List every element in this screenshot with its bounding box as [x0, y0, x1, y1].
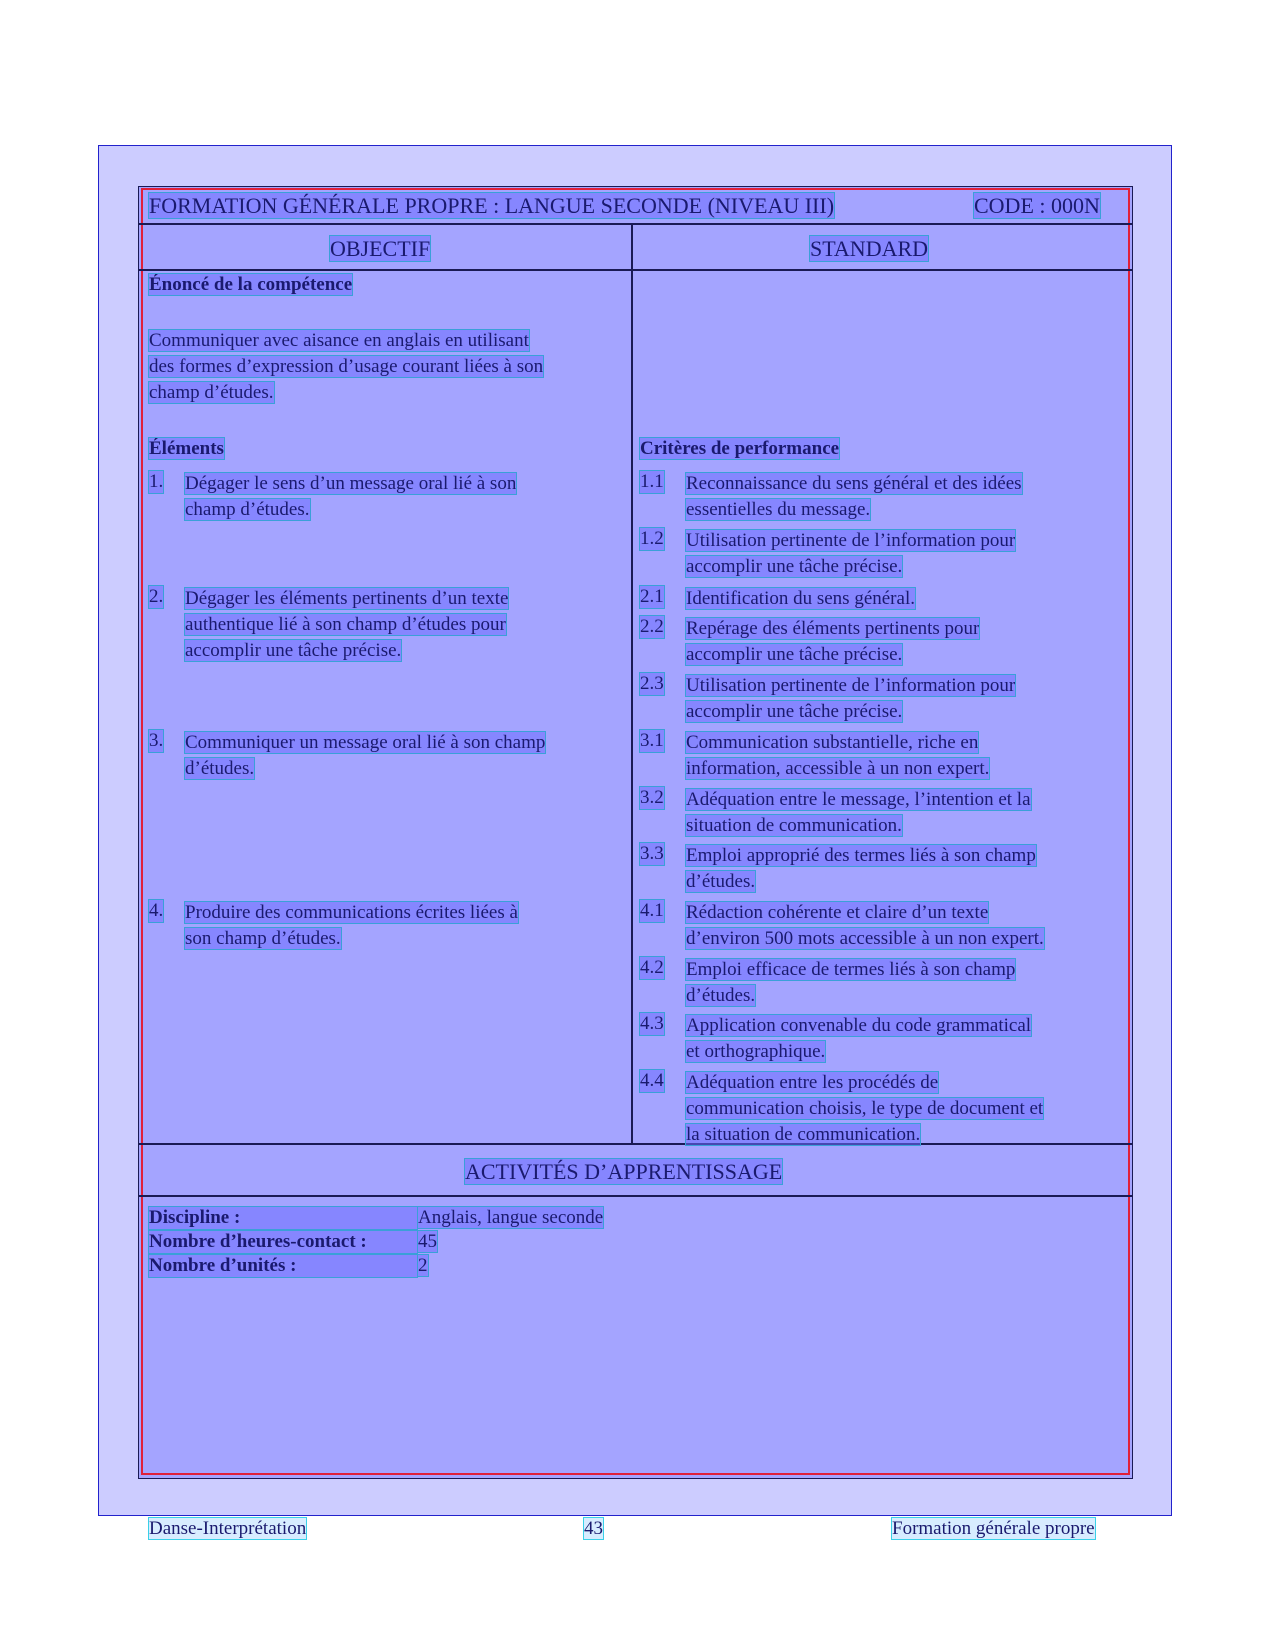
- criterion-number: 1.1: [640, 471, 664, 492]
- form-title-text: FORMATION GÉNÉRALE PROPRE : LANGUE SECONDE (NIVEAU III): [149, 193, 835, 218]
- criterion-text: Identification du sens général.: [686, 588, 915, 609]
- activities-heading-text: ACTIVITÉS D’APPRENTISSAGE: [465, 1159, 783, 1184]
- footer-left: [149, 1518, 306, 1540]
- competence-line: des formes d’expression d’usage courant liées à son: [149, 356, 544, 377]
- criterion-text: Communication substantielle, riche en: [686, 732, 979, 753]
- criterion-text: Utilisation pertinente de l’information pour: [686, 675, 1016, 696]
- form-title: [149, 193, 834, 219]
- discipline-value-text: Anglais, langue seconde: [418, 1207, 604, 1228]
- page-number: 43: [584, 1518, 603, 1539]
- criterion-number: 4.3: [640, 1013, 664, 1034]
- units-label: [149, 1255, 417, 1277]
- hours-label: [149, 1231, 417, 1253]
- criterion-text: accomplir une tâche précise.: [686, 701, 903, 722]
- element-text: Communiquer un message oral lié à son champ: [185, 732, 546, 753]
- criterion-number: 2.1: [640, 586, 664, 607]
- footer-page-number: [584, 1518, 603, 1540]
- criterion-number: 3.1: [640, 730, 664, 751]
- elements-heading: [149, 438, 224, 460]
- discipline-label-text: Discipline :: [149, 1207, 417, 1229]
- objectif-label: OBJECTIF: [330, 236, 431, 261]
- criterion-text: Adéquation entre les procédés de: [686, 1072, 939, 1093]
- element-text: Dégager le sens d’un message oral lié à son: [185, 473, 517, 494]
- criterion-text: Rédaction cohérente et claire d’un texte: [686, 902, 989, 923]
- criterion-number: 2.2: [640, 616, 664, 637]
- competence-heading-text: Énoncé de la compétence: [149, 274, 353, 295]
- criteria-heading-text: Critères de performance: [640, 438, 840, 459]
- hours-label-text: Nombre d’heures-contact :: [149, 1231, 417, 1253]
- criterion-number: 3.3: [640, 843, 664, 864]
- criterion-text: information, accessible à un non expert.: [686, 758, 990, 779]
- column-head-objectif: [330, 236, 430, 262]
- element-text: accomplir une tâche précise.: [185, 640, 402, 661]
- element-number: 2.: [149, 586, 164, 607]
- criterion-text: Emploi approprié des termes liés à son champ: [686, 845, 1036, 866]
- elements-heading-text: Éléments: [149, 438, 224, 459]
- footer-program: Danse-Interprétation: [149, 1518, 307, 1539]
- element-text: Produire des communications écrites liées à: [185, 902, 518, 923]
- units-label-text: Nombre d’unités :: [149, 1255, 417, 1277]
- activities-heading: [465, 1159, 782, 1185]
- element-text: son champ d’études.: [185, 928, 341, 949]
- criterion-text: et orthographique.: [686, 1041, 826, 1062]
- element-number: 4.: [149, 900, 164, 921]
- competence-line: champ d’études.: [149, 382, 274, 403]
- units-value: [418, 1253, 428, 1279]
- criterion-text: accomplir une tâche précise.: [686, 556, 903, 577]
- criterion-number: 4.1: [640, 900, 664, 921]
- element-text: d’études.: [185, 758, 255, 779]
- discipline-value: [418, 1205, 603, 1231]
- criterion-text: Application convenable du code grammatical: [686, 1015, 1032, 1036]
- element-number: 3.: [149, 730, 164, 751]
- form-code: [974, 193, 1100, 219]
- footer-section: Formation générale propre: [892, 1518, 1095, 1539]
- footer-right: [892, 1518, 1095, 1540]
- criterion-text: d’environ 500 mots accessible à un non expert.: [686, 928, 1044, 949]
- criterion-text: essentielles du message.: [686, 499, 871, 520]
- criterion-text: communication choisis, le type de document et: [686, 1098, 1044, 1119]
- form-code-text: CODE : 000N: [974, 193, 1100, 218]
- competence-statement: [149, 328, 543, 406]
- criterion-text: la situation de communication.: [686, 1124, 921, 1145]
- element-text: authentique lié à son champ d’études pour: [185, 614, 506, 635]
- criterion-text: Reconnaissance du sens général et des idées: [686, 473, 1022, 494]
- element-number: 1.: [149, 471, 164, 492]
- element-text: champ d’études.: [185, 499, 310, 520]
- units-value-text: 2: [418, 1255, 428, 1276]
- criterion-text: d’études.: [686, 871, 756, 892]
- criterion-text: Repérage des éléments pertinents pour: [686, 618, 980, 639]
- competence-line: Communiquer avec aisance en anglais en utilisant: [149, 330, 529, 351]
- rule-under-activities: [139, 1195, 1132, 1197]
- criterion-text: d’études.: [686, 985, 756, 1006]
- criterion-text: situation de communication.: [686, 815, 902, 836]
- standard-label: STANDARD: [810, 236, 929, 261]
- criterion-number: 1.2: [640, 528, 664, 549]
- criterion-number: 3.2: [640, 787, 664, 808]
- criterion-text: Adéquation entre le message, l’intention et la: [686, 789, 1031, 810]
- rule-under-title: [139, 223, 1132, 225]
- rule-under-columns: [139, 269, 1132, 271]
- competence-heading: [149, 274, 352, 296]
- hours-value: [418, 1229, 437, 1255]
- discipline-label: [149, 1207, 417, 1229]
- criterion-number: 4.2: [640, 957, 664, 978]
- criterion-text: Emploi efficace de termes liés à son champ: [686, 959, 1016, 980]
- hours-value-text: 45: [418, 1231, 437, 1252]
- criteria-heading: [640, 438, 839, 460]
- criterion-text: accomplir une tâche précise.: [686, 644, 903, 665]
- criterion-number: 2.3: [640, 673, 664, 694]
- element-text: Dégager les éléments pertinents d’un texte: [185, 588, 509, 609]
- criterion-text: Utilisation pertinente de l’information pour: [686, 530, 1016, 551]
- criterion-number: 4.4: [640, 1070, 664, 1091]
- column-head-standard: [810, 236, 928, 262]
- column-divider: [631, 223, 633, 1144]
